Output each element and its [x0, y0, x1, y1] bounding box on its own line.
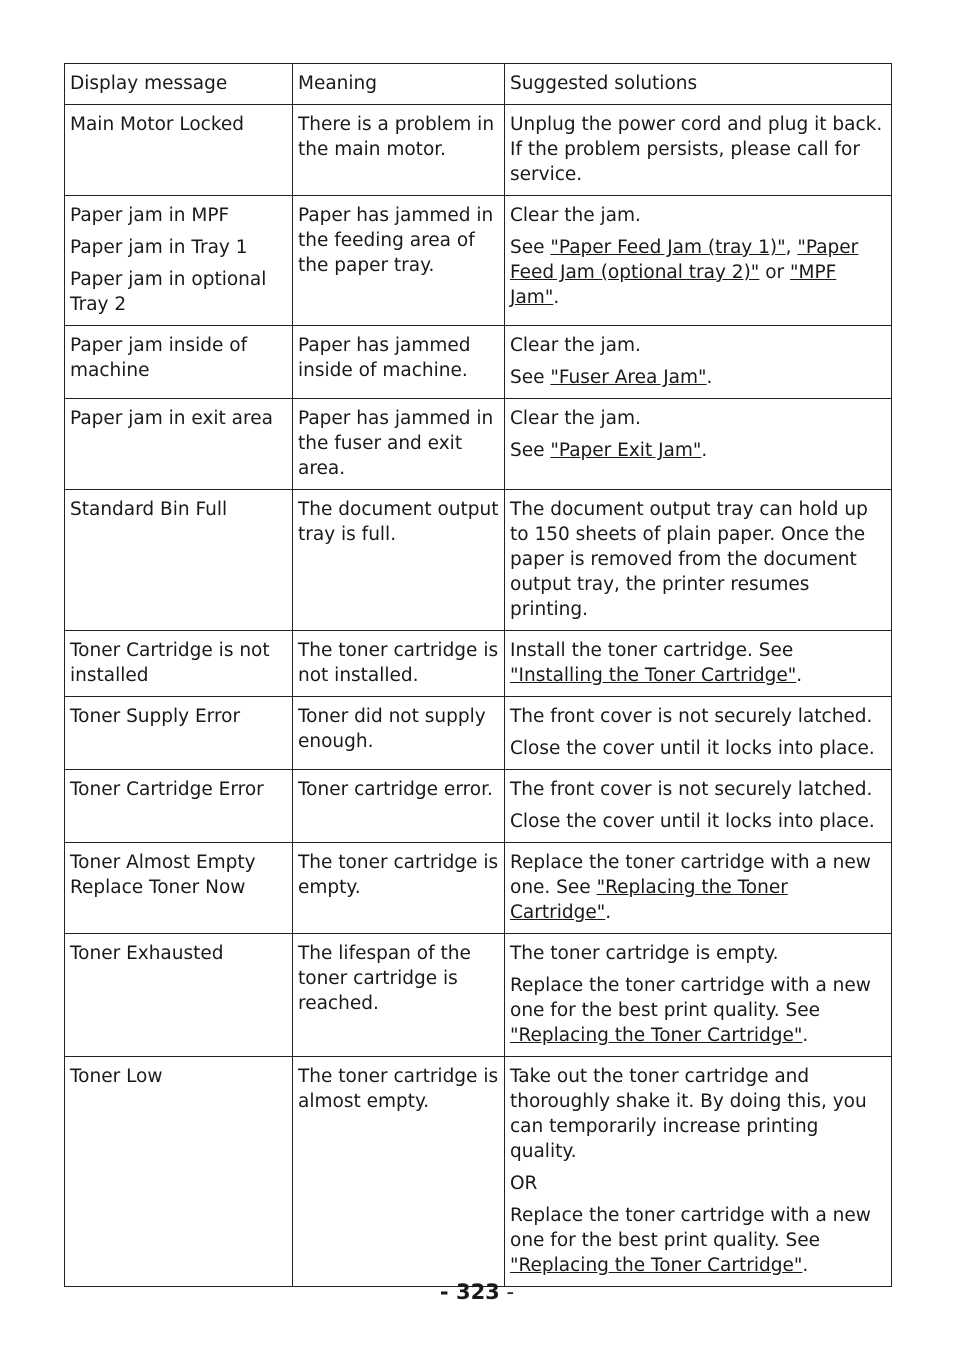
display-message-cell: [65, 631, 293, 697]
display-message: Paper jam in MPF: [70, 205, 230, 226]
display-message-table: [64, 63, 892, 1287]
suggested-solution-cell: [505, 1057, 892, 1287]
solution-text: Install the toner cartridge. See: [510, 640, 794, 661]
page-number-value: - 323: [439, 1280, 500, 1304]
cross-reference-link[interactable]: "Paper Feed Jam (optional tray 2)": [510, 237, 859, 283]
header-display-message: Display message: [65, 64, 293, 105]
suggested-solution-cell: [505, 399, 892, 490]
solution-text: Clear the jam.: [510, 335, 641, 356]
display-message: Toner Cartridge is not installed: [70, 640, 270, 686]
solution-text: Clear the jam.: [510, 408, 641, 429]
solution-paragraph: [510, 112, 887, 187]
cross-reference-link[interactable]: "Installing the Toner Cartridge": [510, 665, 797, 686]
meaning-cell: The document output tray is full.: [293, 490, 505, 631]
page-number: [0, 1278, 954, 1306]
cross-reference-link[interactable]: "Fuser Area Jam": [550, 367, 707, 388]
cross-reference-link[interactable]: "Replacing the Toner Cartridge": [510, 1025, 803, 1046]
solution-paragraph: [510, 736, 887, 761]
solution-paragraph: [510, 850, 887, 925]
table-row: [65, 631, 892, 697]
meaning-cell: Paper has jammed in the feeding area of the paper tray.: [293, 196, 505, 326]
display-message: Toner Supply Error: [70, 706, 241, 727]
table-body: [65, 105, 892, 1287]
meaning-cell: The toner cartridge is empty.: [293, 843, 505, 934]
meaning-cell: The lifespan of the toner cartridge is reached.: [293, 934, 505, 1057]
solution-text: The document output tray can hold up to 150 sheets of plain paper. Once the paper is removed from the document output tray, the printer resumes printing.: [510, 499, 868, 620]
cross-reference-link[interactable]: "Replacing the Toner Cartridge": [510, 1255, 803, 1276]
table-row: [65, 490, 892, 631]
solution-text: Replace the toner cartridge with a new one. See: [510, 852, 871, 898]
display-message: Main Motor Locked: [70, 114, 245, 135]
display-message-cell: [65, 326, 293, 399]
suggested-solution-cell: [505, 105, 892, 196]
solution-text: Close the cover until it locks into place.: [510, 738, 875, 759]
display-message-cell: [65, 843, 293, 934]
table-row: [65, 105, 892, 196]
solution-text: The front cover is not securely latched.: [510, 779, 873, 800]
suggested-solution-cell: [505, 843, 892, 934]
meaning-cell: Paper has jammed inside of machine.: [293, 326, 505, 399]
page-number-dash: -: [506, 1280, 515, 1304]
display-message-cell: [65, 1057, 293, 1287]
table-header-row: [65, 64, 892, 105]
solution-text: Replace the toner cartridge with a new one for the best print quality. See: [510, 975, 871, 1021]
display-message: Toner Exhausted: [70, 943, 224, 964]
display-message: Standard Bin Full: [70, 499, 228, 520]
meaning-cell: The toner cartridge is almost empty.: [293, 1057, 505, 1287]
table-row: [65, 399, 892, 490]
display-message-cell: [65, 490, 293, 631]
solution-text: The front cover is not securely latched.: [510, 706, 873, 727]
solution-paragraph: [510, 941, 887, 966]
solution-text: .: [706, 367, 713, 388]
table-row: [65, 697, 892, 770]
solution-text: OR: [510, 1173, 538, 1194]
display-message: Paper jam in exit area: [70, 408, 273, 429]
solution-paragraph: [510, 638, 887, 688]
solution-paragraph: [510, 406, 887, 431]
solution-text: Take out the toner cartridge and thoroughly shake it. By doing this, you can temporarily increase printing quality.: [510, 1066, 867, 1162]
suggested-solution-cell: [505, 196, 892, 326]
cross-reference-link[interactable]: "MPF Jam": [510, 262, 837, 308]
display-message-cell: [65, 934, 293, 1057]
solution-text: See: [510, 367, 551, 388]
solution-text: ,: [785, 237, 798, 258]
display-message-cell: [65, 105, 293, 196]
display-message-cell: [65, 399, 293, 490]
solution-text: Replace the toner cartridge with a new one for the best print quality. See: [510, 1205, 871, 1251]
suggested-solution-cell: [505, 490, 892, 631]
solution-text: The toner cartridge is empty.: [510, 943, 779, 964]
solution-text: See: [510, 440, 551, 461]
suggested-solution-cell: [505, 326, 892, 399]
header-suggested-solutions: Suggested solutions: [505, 64, 892, 105]
solution-paragraph: [510, 235, 887, 310]
display-message: Paper jam in optional Tray 2: [70, 269, 267, 315]
solution-paragraph: [510, 704, 887, 729]
meaning-cell: Toner cartridge error.: [293, 770, 505, 843]
meaning-cell: Paper has jammed in the fuser and exit area.: [293, 399, 505, 490]
suggested-solution-cell: [505, 631, 892, 697]
display-message-cell: [65, 697, 293, 770]
solution-text: .: [553, 287, 560, 308]
solution-paragraph: [510, 333, 887, 358]
display-message: Toner Low: [70, 1066, 163, 1087]
header-meaning: Meaning: [293, 64, 505, 105]
table-row: [65, 196, 892, 326]
solution-text: or: [759, 262, 790, 283]
display-message: Toner Almost Empty Replace Toner Now: [70, 852, 256, 898]
solution-text: Unplug the power cord and plug it back. If the problem persists, please call for service.: [510, 114, 883, 185]
solution-paragraph: [510, 1171, 887, 1196]
solution-paragraph: [510, 203, 887, 228]
solution-paragraph: [510, 1064, 887, 1164]
meaning-cell: There is a problem in the main motor.: [293, 105, 505, 196]
solution-text: .: [802, 1025, 809, 1046]
display-message-cell: [65, 770, 293, 843]
suggested-solution-cell: [505, 697, 892, 770]
solution-text: See: [510, 237, 551, 258]
solution-paragraph: [510, 497, 887, 622]
table-row: [65, 326, 892, 399]
suggested-solution-cell: [505, 770, 892, 843]
table-row: [65, 843, 892, 934]
display-message: Paper jam in Tray 1: [70, 237, 248, 258]
solution-paragraph: [510, 973, 887, 1048]
display-message-cell: [65, 196, 293, 326]
cross-reference-link[interactable]: "Paper Exit Jam": [550, 440, 702, 461]
solution-text: Clear the jam.: [510, 205, 641, 226]
meaning-cell: Toner did not supply enough.: [293, 697, 505, 770]
table-row: [65, 934, 892, 1057]
solution-paragraph: [510, 438, 887, 463]
solution-text: .: [605, 902, 612, 923]
solution-text: .: [796, 665, 803, 686]
meaning-cell: The toner cartridge is not installed.: [293, 631, 505, 697]
table-row: [65, 1057, 892, 1287]
solution-text: .: [701, 440, 708, 461]
cross-reference-link[interactable]: "Replacing the Toner Cartridge": [510, 877, 788, 923]
table-row: [65, 770, 892, 843]
solution-paragraph: [510, 777, 887, 802]
cross-reference-link[interactable]: "Paper Feed Jam (tray 1)": [550, 237, 786, 258]
display-message: Toner Cartridge Error: [70, 779, 264, 800]
suggested-solution-cell: [505, 934, 892, 1057]
solution-text: .: [802, 1255, 809, 1276]
display-message: Paper jam inside of machine: [70, 335, 248, 381]
solution-text: Close the cover until it locks into place.: [510, 811, 875, 832]
solution-paragraph: [510, 365, 887, 390]
solution-paragraph: [510, 809, 887, 834]
solution-paragraph: [510, 1203, 887, 1278]
